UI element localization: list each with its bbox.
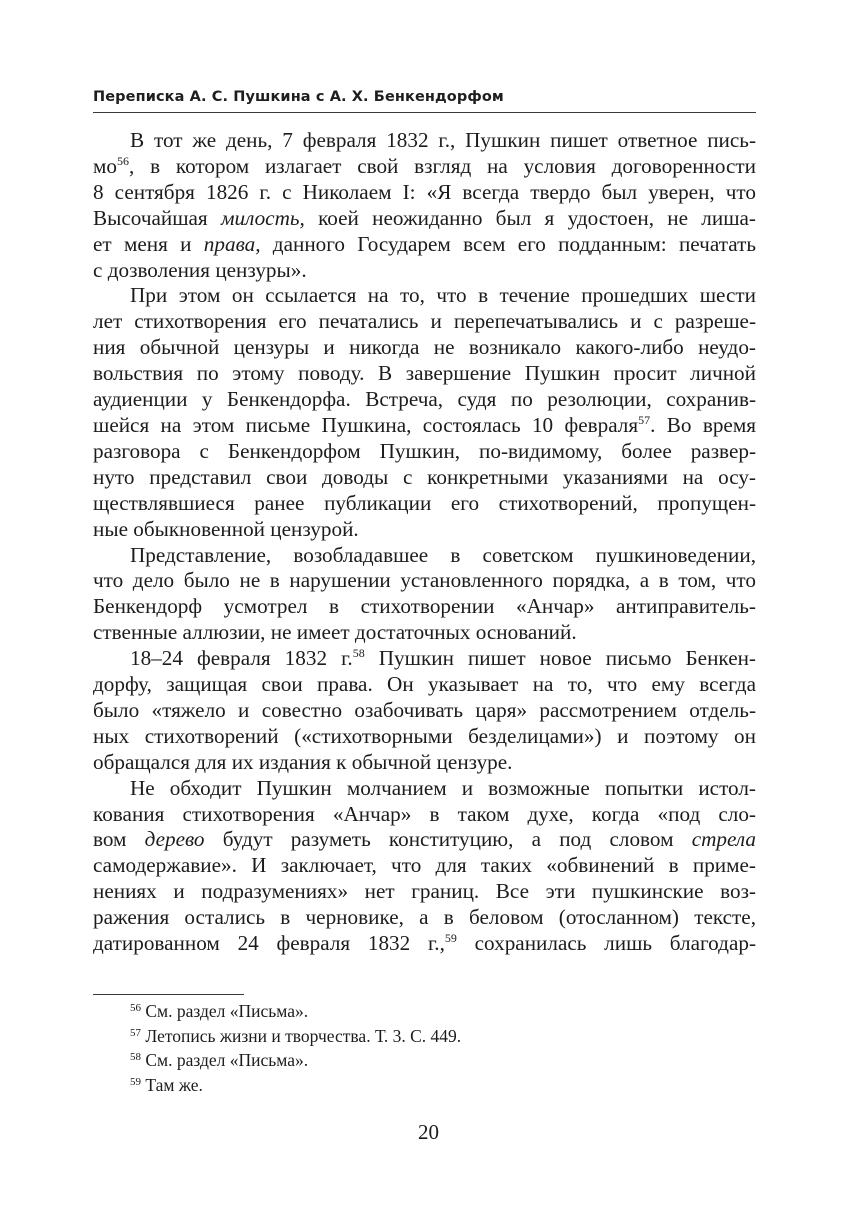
footnote-ref[interactable]: 59 xyxy=(444,931,457,946)
page-number: 20 xyxy=(418,1120,439,1144)
text-line: обращался для их издания к обычной цензуре. xyxy=(93,749,513,774)
text-line: ществлявшиеся ранее публикации его стихотворений, пропущен- xyxy=(93,490,756,515)
text-line: датированном 24 февраля 1832 г.,$^{59}$ сохранилась лишь благодар- xyxy=(93,931,756,956)
footnote-ref[interactable]: 57 xyxy=(638,412,651,427)
footnote-item: $^{56}$ См. раздел «Письма». xyxy=(130,1001,309,1021)
text-line: с дозволения цензуры». xyxy=(93,257,307,282)
text-line: В тот же день, 7 февраля 1832 г., Пушкин пишет ответное пись- xyxy=(130,128,756,152)
running-header: Переписка А. С. Пушкина с А. Х. Бенкендорфом xyxy=(93,89,504,105)
footnote-ref[interactable]: 56 xyxy=(117,153,130,168)
footnote-separator xyxy=(93,994,244,995)
text-line: аудиенции у Бенкендорфа. Встреча, судя по резолюции, сохранив- xyxy=(93,387,756,412)
text-line: самодержавие». И заключает, что для таких «обвинений в приме- xyxy=(93,853,756,878)
text-line: Не обходит Пушкин молчанием и возможные попытки истол- xyxy=(130,775,756,800)
body-text xyxy=(93,128,756,957)
text-line: шейся на этом письме Пушкина, состоялась 10 февраля$^{57}$. Во время xyxy=(93,412,756,437)
text-line: разговора с Бенкендорфом Пушкин, по-видимому, более развер- xyxy=(93,438,756,463)
text-line: При этом он ссылается на то, что в течение прошедших шести xyxy=(130,283,756,308)
text-line: 18–24 февраля 1832 г.$^{58}$ Пушкин пишет новое письмо Бенкен- xyxy=(130,646,756,671)
text-line: ражения остались в черновике, а в беловом (отосланном) тексте, xyxy=(93,905,756,930)
text-line: нениях и подразумениях» нет границ. Все эти пушкинские воз- xyxy=(93,879,756,904)
text-line: вом дерево будут разуметь конституцию, а под словом стрела xyxy=(93,827,756,852)
text-line: ния обычной цензуры и никогда не возникало какого-либо неудо- xyxy=(93,335,756,360)
text-line: было «тяжело и совестно озабочивать царя» рассмотрением отдель- xyxy=(93,697,756,722)
text-line: Бенкендорф усмотрел в стихотворении «Анчар» антиправитель- xyxy=(93,594,756,619)
text-line: Высочайшая милость, коей неожиданно был я удостоен, не лиша- xyxy=(93,205,756,230)
text-line: что дело было не в нарушении установленного порядка, а в том, что xyxy=(93,568,756,593)
text-line: Представление, возобладавшее в советском пушкиноведении, xyxy=(130,542,756,567)
text-line: ные обыкновенной цензурой. xyxy=(93,516,359,541)
text-line: $мо^{56}$, в котором излагает свой взгляд на условия договоренности xyxy=(93,153,756,178)
text-line: нуто представил свои доводы с конкретными указаниями на осу- xyxy=(93,464,756,489)
footnote-item: $^{57}$ Летопись жизни и творчества. Т. 3. С. 449. xyxy=(130,1025,462,1046)
text-line: ственные аллюзии, не имеет достаточных оснований. xyxy=(93,620,577,645)
header-rule xyxy=(93,112,756,113)
text-line: вольствия по этому поводу. В завершение Пушкин просит личной xyxy=(93,361,756,386)
footnote-item: $^{58}$ См. раздел «Письма». xyxy=(130,1050,309,1071)
text-line: ет меня и права, данного Государем всем его подданным: печатать xyxy=(93,231,756,256)
footnote-item: $^{59}$ Там же. xyxy=(130,1074,203,1095)
text-line: дорфу, защищая свои права. Он указывает на то, что ему всегда xyxy=(93,672,756,697)
text-line: кования стихотворения «Анчар» в таком духе, когда «под сло- xyxy=(93,801,756,826)
text-line: лет стихотворения его печатались и перепечатывались и с разреше- xyxy=(93,309,756,334)
text-line: ных стихотворений («стихотворными безделицами») и поэтому он xyxy=(93,723,756,748)
footnotes xyxy=(130,999,461,1097)
text-line: 8 сентября 1826 г. с Николаем I: «Я всегда твердо был уверен, что xyxy=(93,179,756,204)
footnote-ref[interactable]: 58 xyxy=(352,646,365,661)
